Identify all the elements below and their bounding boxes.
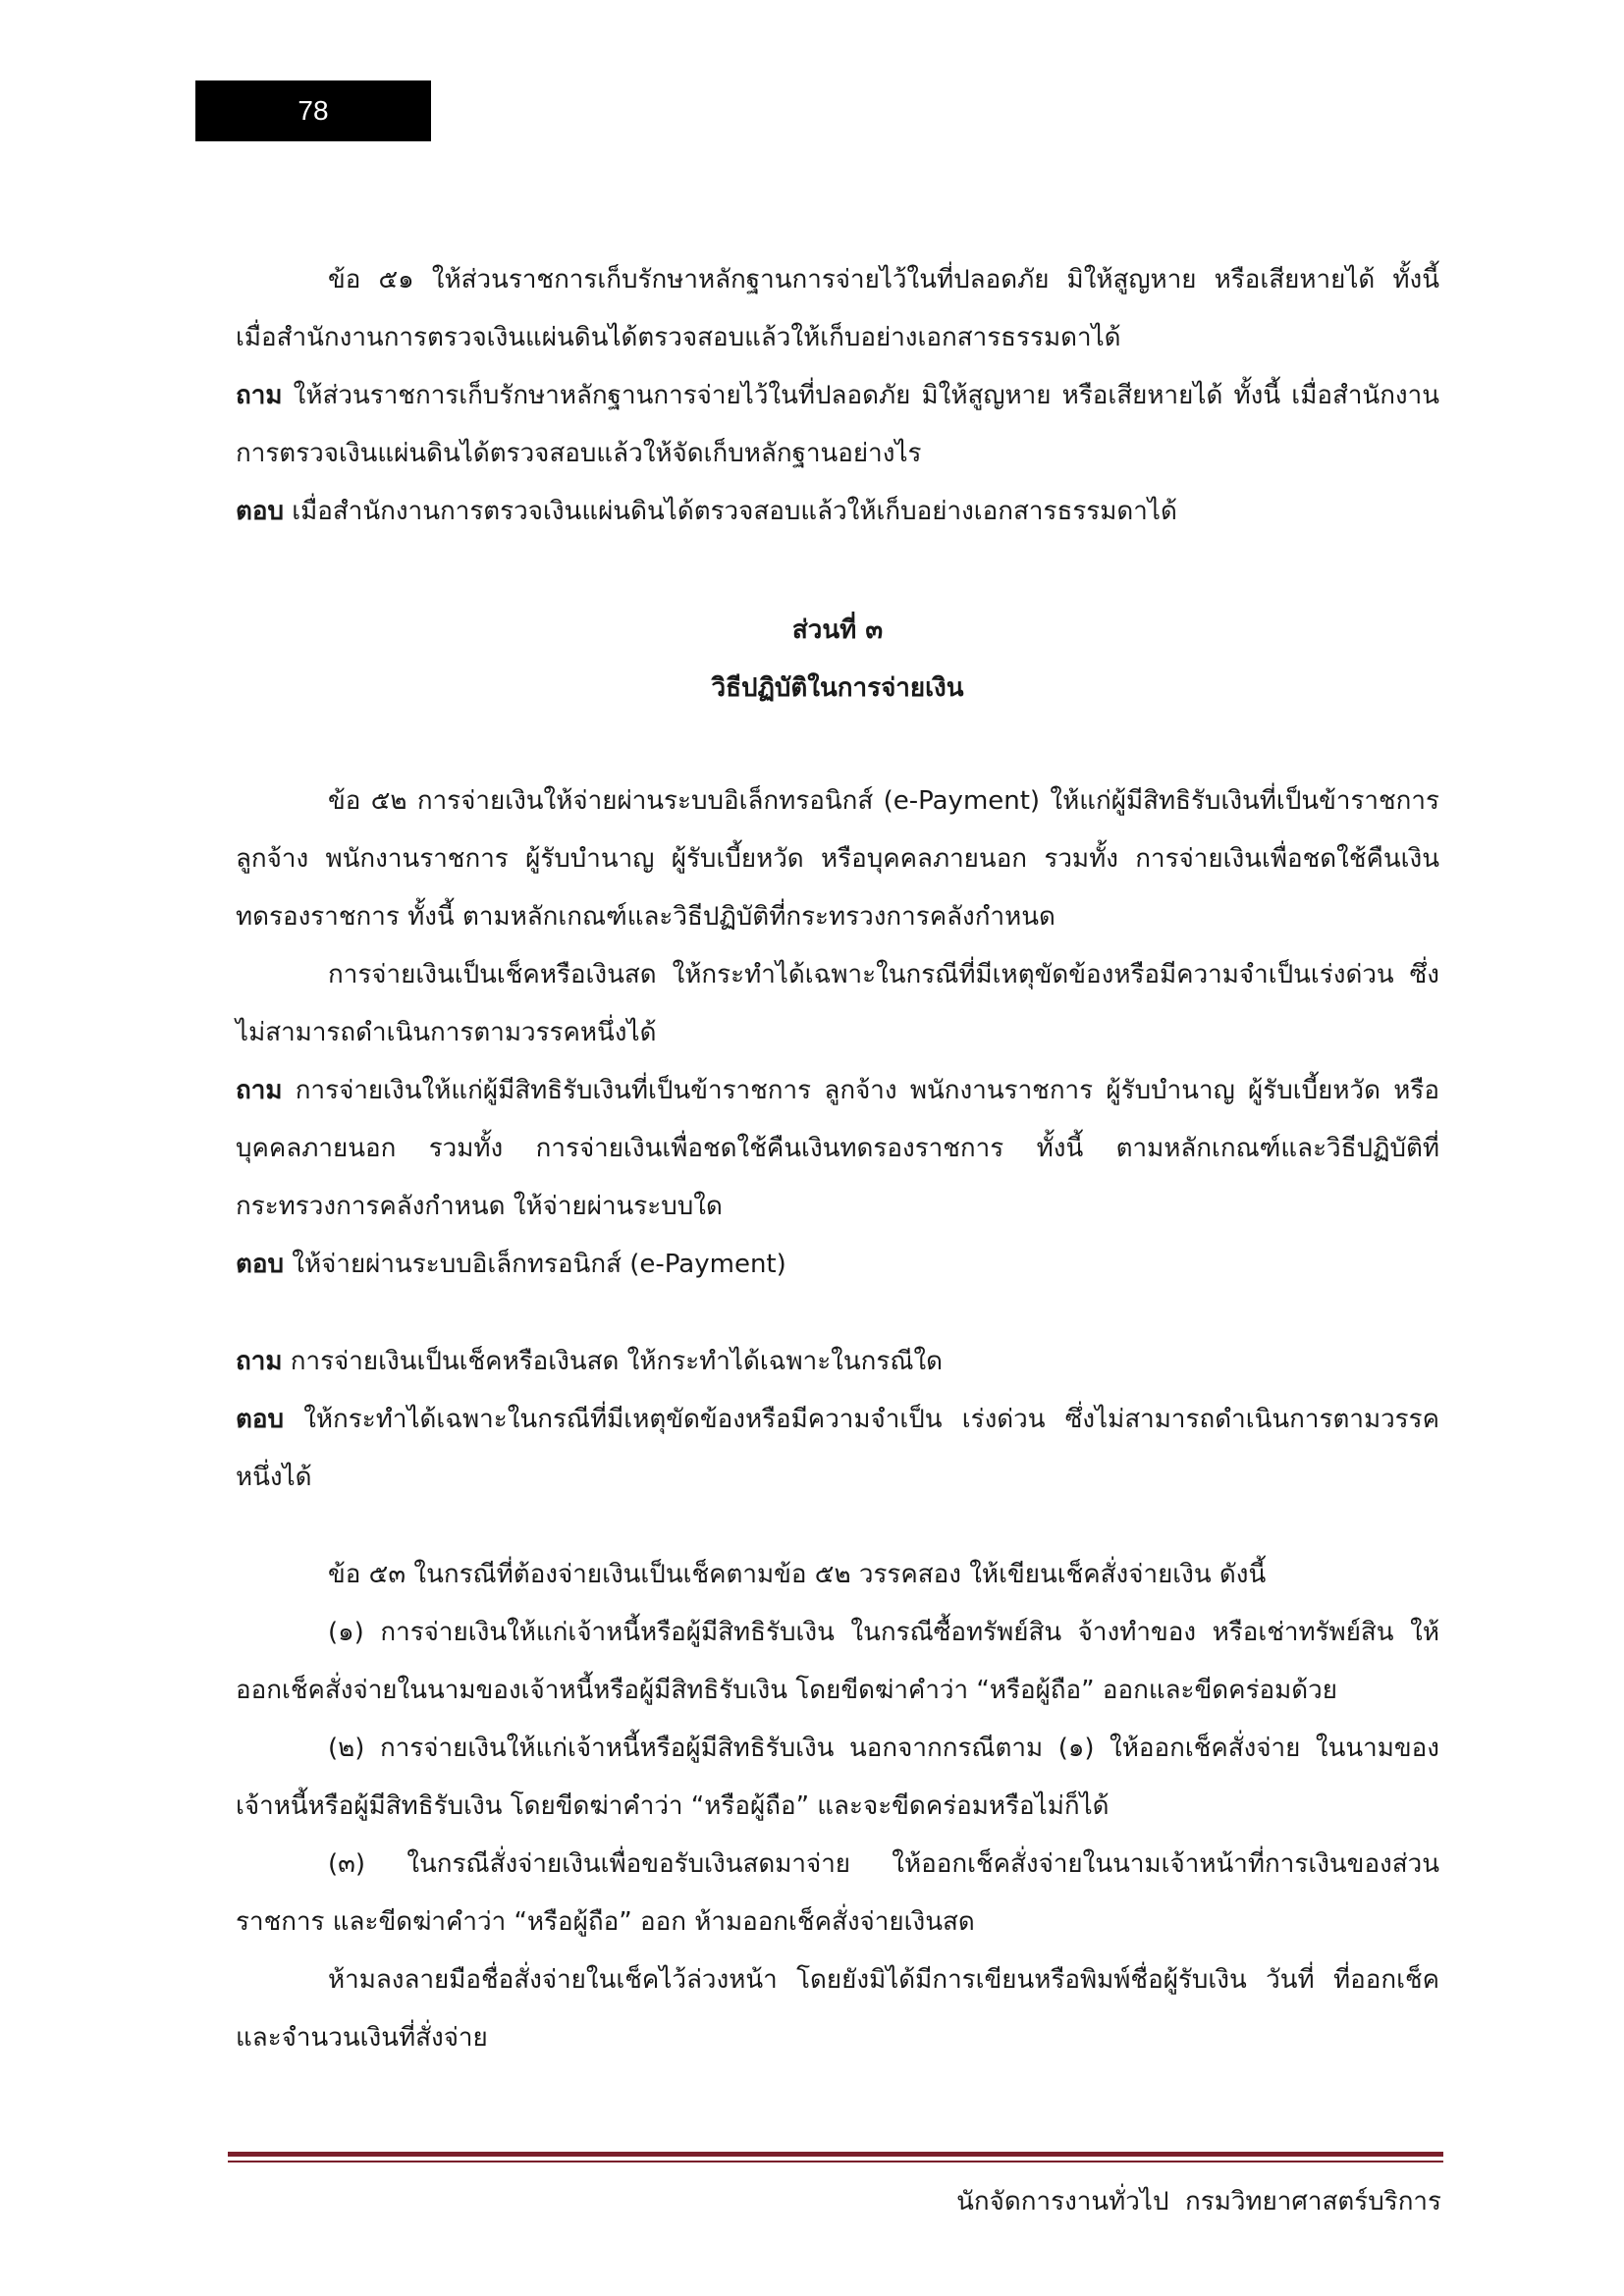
answer-label: ตอบ [236, 1250, 285, 1279]
clause-52-paragraph-1: ข้อ ๕๒ การจ่ายเงินให้จ่ายผ่านระบบอิเล็กทรอนิกส์ (e-Payment) ให้แก่ผู้มีสิทธิรับเงินที่เป็นข้าราชการ ลูกจ้าง พนักงานราชการ ผู้รับบำนาญ ผู้รับเบี้ยหวัด หรือบุคคลภายนอก รวมทั้ง การจ่ายเงินเพื่อชดใช้คืนเงินทดรองราชการ ทั้งนี้ ตามหลักเกณฑ์และวิธีปฏิบัติที่กระทรวงการคลังกำหนด [236, 786, 1439, 932]
section-subtitle: วิธีปฏิบัติในการจ่ายเงิน [711, 673, 964, 703]
clause-53-item-2: (๒) การจ่ายเงินให้แก่เจ้าหนี้หรือผู้มีสิทธิรับเงิน นอกจากกรณีตาม (๑) ให้ออกเช็คสั่งจ่าย ในนามของเจ้าหนี้หรือผู้มีสิทธิรับเงิน โดยขีดฆ่าคำว่า “หรือผู้ถือ” และจะขีดคร่อมหรือไม่ก็ได้ [236, 1734, 1439, 1821]
spacer [236, 1507, 1439, 1546]
question-text: การจ่ายเงินเป็นเช็คหรือเงินสด ให้กระทำได้เฉพาะในกรณีใด [282, 1347, 944, 1376]
footer-text: นักจัดการงานทั่วไป กรมวิทยาศาสตร์บริการ [956, 2187, 1441, 2216]
clause-53-intro: ข้อ ๕๓ ในกรณีที่ต้องจ่ายเงินเป็นเช็คตามข้อ ๕๒ วรรคสอง ให้เขียนเช็คสั่งจ่ายเงิน ดังนี้ [328, 1560, 1267, 1589]
answer-text: ให้จ่ายผ่านระบบอิเล็กทรอนิกส์ (e-Payment) [284, 1250, 786, 1279]
answer-label: ตอบ [236, 497, 285, 526]
question-3 [236, 1333, 1439, 1391]
footer-rule-thick [228, 2152, 1443, 2157]
document-body [236, 251, 1439, 2067]
clause-52-paragraph-2: การจ่ายเงินเป็นเช็คหรือเงินสด ให้กระทำได้เฉพาะในกรณีที่มีเหตุขัดข้องหรือมีความจำเป็นเร่งด่วน ซึ่งไม่สามารถดำเนินการตามวรรคหนึ่งได้ [236, 960, 1439, 1047]
answer-2 [236, 1236, 1439, 1294]
answer-label: ตอบ [236, 1405, 285, 1434]
spacer [236, 1294, 1439, 1333]
answer-text: ให้กระทำได้เฉพาะในกรณีที่มีเหตุขัดข้องหรือมีความจำเป็น เร่งด่วน ซึ่งไม่สามารถดำเนินการตามวรรคหนึ่งได้ [236, 1405, 1439, 1492]
question-2 [236, 1062, 1439, 1236]
question-1 [236, 367, 1439, 483]
answer-3 [236, 1391, 1439, 1507]
question-label: ถาม [236, 1076, 283, 1105]
clause-53-item-1: (๑) การจ่ายเงินให้แก่เจ้าหนี้หรือผู้มีสิทธิรับเงิน ในกรณีซื้อทรัพย์สิน จ้างทำของ หรือเช่าทรัพย์สิน ให้ออกเช็คสั่งจ่ายในนามของเจ้าหนี้หรือผู้มีสิทธิรับเงิน โดยขีดฆ่าคำว่า “หรือผู้ถือ” ออกและขีดคร่อมด้วย [236, 1618, 1439, 1705]
page-number: 78 [298, 95, 329, 126]
question-label: ถาม [236, 381, 283, 410]
footer-rule-thin [228, 2161, 1443, 2163]
answer-1 [236, 483, 1439, 541]
spacer [236, 541, 1439, 602]
spacer [236, 718, 1439, 773]
question-text: ให้ส่วนราชการเก็บรักษาหลักฐานการจ่ายไว้ในที่ปลอดภัย มิให้สูญหาย หรือเสียหายได้ ทั้งนี้ เมื่อสำนักงานการตรวจเงินแผ่นดินได้ตรวจสอบแล้วให้จัดเก็บหลักฐานอย่างไร [236, 381, 1439, 468]
clause-51: ข้อ ๕๑ ให้ส่วนราชการเก็บรักษาหลักฐานการจ่ายไว้ในที่ปลอดภัย มิให้สูญหาย หรือเสียหายได้ ทั้งนี้ เมื่อสำนักงานการตรวจเงินแผ่นดินได้ตรวจสอบแล้วให้เก็บอย่างเอกสารธรรมดาได้ [236, 265, 1439, 352]
section-title: ส่วนที่ ๓ [791, 615, 884, 645]
clause-53-final: ห้ามลงลายมือชื่อสั่งจ่ายในเช็คไว้ล่วงหน้า โดยยังมิได้มีการเขียนหรือพิมพ์ชื่อผู้รับเงิน วันที่ ที่ออกเช็ค และจำนวนเงินที่สั่งจ่าย [236, 1965, 1439, 2053]
page-number-box [195, 80, 431, 141]
question-label: ถาม [236, 1347, 283, 1376]
answer-text: เมื่อสำนักงานการตรวจเงินแผ่นดินได้ตรวจสอบแล้วให้เก็บอย่างเอกสารธรรมดาได้ [284, 497, 1177, 526]
question-text: การจ่ายเงินให้แก่ผู้มีสิทธิรับเงินที่เป็นข้าราชการ ลูกจ้าง พนักงานราชการ ผู้รับบำนาญ ผู้รับเบี้ยหวัด หรือบุคคลภายนอก รวมทั้ง การจ่ายเงินเพื่อชดใช้คืนเงินทดรองราชการ ทั้งนี้ ตามหลักเกณฑ์และวิธีปฏิบัติที่กระทรวงการคลังกำหนด ให้จ่ายผ่านระบบใด [236, 1076, 1439, 1221]
clause-53-item-3: (๓) ในกรณีสั่งจ่ายเงินเพื่อขอรับเงินสดมาจ่าย ให้ออกเช็คสั่งจ่ายในนามเจ้าหน้าที่การเงินของส่วนราชการ และขีดฆ่าคำว่า “หรือผู้ถือ” ออก ห้ามออกเช็คสั่งจ่ายเงินสด [236, 1849, 1439, 1937]
